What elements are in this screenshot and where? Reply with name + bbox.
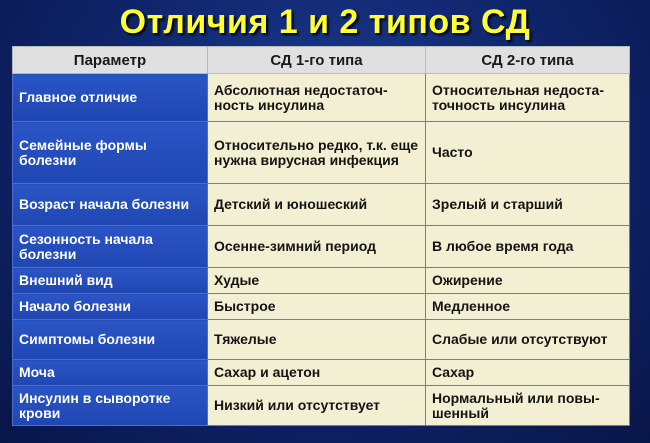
comparison-table [12,46,630,426]
row-type1-value: Сахар и ацетон [208,360,426,386]
row-type1-value: Детский и юношеский [208,184,426,226]
row-parameter: Симптомы болезни [13,320,208,360]
row-parameter: Возраст начала болезни [13,184,208,226]
row-type1-value: Низкий или отсутствует [208,386,426,426]
table-header-row [13,47,630,74]
row-type2-value: Нормальный или повы-шенный [426,386,630,426]
header-parameter: Параметр [13,47,208,74]
row-type2-value: Относительная недоста-точность инсулина [426,74,630,122]
row-parameter: Начало болезни [13,294,208,320]
row-type2-value: В любое время года [426,226,630,268]
row-type2-value: Ожирение [426,268,630,294]
row-type1-value: Худые [208,268,426,294]
table-row [13,386,630,426]
table-row [13,294,630,320]
row-type1-value: Относительно редко, т.к. еще нужна вирусная инфекция [208,122,426,184]
row-type2-value: Медленное [426,294,630,320]
row-type2-value: Зрелый и старший [426,184,630,226]
row-parameter: Главное отличие [13,74,208,122]
slide-title: Отличия 1 и 2 типов СД [119,3,531,41]
row-parameter: Семейные формы болезни [13,122,208,184]
row-type1-value: Тяжелые [208,320,426,360]
table-row [13,122,630,184]
table-row [13,320,630,360]
table-row [13,226,630,268]
row-type1-value: Быстрое [208,294,426,320]
row-parameter: Моча [13,360,208,386]
row-type2-value: Слабые или отсутствуют [426,320,630,360]
table-row [13,268,630,294]
row-parameter: Сезонность начала болезни [13,226,208,268]
row-parameter: Внешний вид [13,268,208,294]
row-type2-value: Сахар [426,360,630,386]
table-row [13,360,630,386]
row-type1-value: Осенне-зимний период [208,226,426,268]
header-type1: СД 1-го типа [208,47,426,74]
table-row [13,184,630,226]
header-type2: СД 2-го типа [426,47,630,74]
row-type1-value: Абсолютная недостаточ-ность инсулина [208,74,426,122]
row-type2-value: Часто [426,122,630,184]
table-row [13,74,630,122]
row-parameter: Инсулин в сыворотке крови [13,386,208,426]
